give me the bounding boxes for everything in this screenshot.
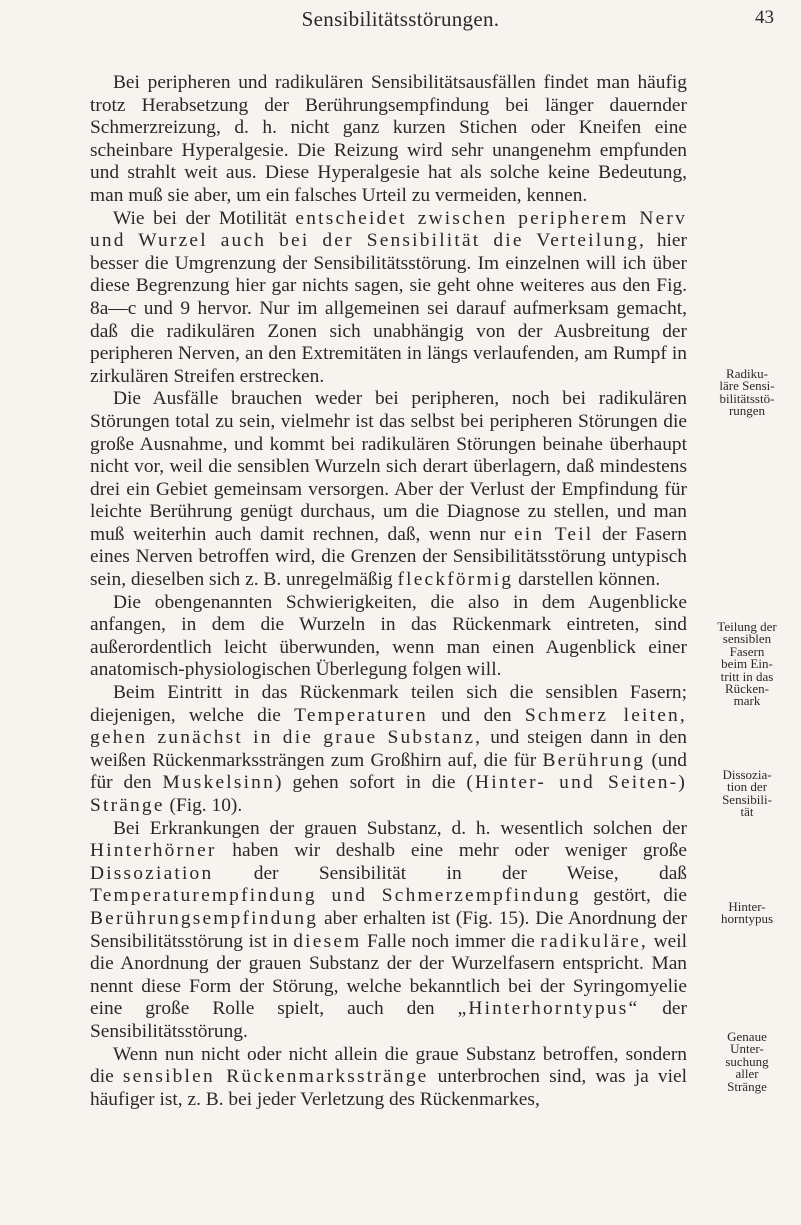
emphasized-text: fleckförmig: [397, 569, 514, 591]
running-head: Sensibilitätsstörungen.: [301, 7, 500, 31]
text-run: der Fasern eines Nerven betroffen wird, die Grenzen der Sensibilitätsstörung untypisch sein, dieselben sich z. B. unregelmäßig: [90, 523, 687, 591]
text-run: Falle noch immer die: [361, 930, 541, 952]
text-run: unterbrochen sind, was ja viel häufiger ist, z. B. bei jeder Verletzung des Rückenmarkes,: [90, 1066, 687, 1110]
text-run: weil die Anordnung der grauen Substanz der der Wurzelfasern entspricht. Man nennt diese Form der Störung, welche bekanntlich bei der Syringomyelie eine große Rolle spielt, auch den: [90, 930, 687, 1020]
text-run: ) gehen sofort in die: [274, 772, 467, 794]
text-run: und den: [427, 704, 525, 726]
text-run: (und für den: [90, 749, 687, 794]
text-run: der Sensibilität in der Weise, daß: [213, 862, 687, 884]
text-run: und steigen dann in den weißen Rückenmarkssträngen zum Großhirn auf, die für: [90, 727, 687, 771]
emphasized-text: entscheidet zwischen peripherem Nerv und Wurzel auch bei der Sensibilität die Verteilung,: [90, 207, 687, 252]
emphasized-text: Muskelsinn: [162, 772, 275, 794]
margin-note: Genaue Unter- suchung aller Stränge: [725, 1029, 769, 1094]
text-run: Die Ausfälle brauchen weder bei peripheren, noch bei radikulären Störungen total zu sein, vielmehr ist das selbst bei peripheren Störungen die große Ausnahme, und kommt bei radikulären Störungen beinahe überhaupt nicht vor, weil die sensiblen Wurzeln sich derart überlagern, daß mindestens drei ein Gebiet gemeinsam versorgen. Aber der Verlust der Empfindung für leichte Berührung genügt durchaus, um die Diagnose zu stellen, und man muß weiterhin auch damit rechnen, daß, wenn nur: [90, 388, 687, 545]
emphasized-text: Berührung: [542, 749, 646, 771]
paragraph: [90, 208, 687, 389]
emphasized-text: Temperaturempfindung und Schmerzempfindung: [90, 885, 581, 907]
text-run: Beim Eintritt in das Rückenmark teilen sich die sensiblen Fasern; diejenigen, welche die: [90, 682, 687, 726]
margin-note: Teilung der sensiblen Fasern beim Ein- tritt in das Rücken- mark: [717, 619, 777, 709]
margin-note: Hinter- horntypus: [721, 899, 773, 927]
emphasized-text: radikuläre,: [540, 930, 648, 952]
body-text: [90, 72, 687, 1111]
text-run: haben wir deshalb eine mehr oder weniger große: [216, 840, 687, 862]
paragraph: [90, 72, 687, 208]
text-run: darstellen können.: [513, 569, 661, 591]
text-run: Wie bei der Motilität: [113, 207, 296, 229]
emphasized-text: Schmerz leiten, gehen zunächst in die graue Substanz,: [90, 704, 687, 749]
paragraph: [90, 1044, 687, 1112]
paragraph: [90, 388, 687, 591]
emphasized-text: Hinterhörner: [90, 840, 217, 862]
text-run: hier besser die Umgrenzung der Sensibilitätsstörung. Im einzelnen will ich über diese Begrenzung hier gar nichts sagen, sie geht ohne weiteres aus den Fig. 8a—c und 9 hervor. Nur im allgemeinen sei darauf aufmerksam gemacht, daß die radikulären Zonen sich unabhängig von der Ausbreitung der peripheren Nerven, an den Extremitäten in längs verlaufenden, am Rumpf in zirkulären Streifen erstrecken.: [90, 230, 687, 387]
text-run: aber erhalten ist (Fig. 15). Die Anordnung der Sensibilitätsstörung ist in: [90, 907, 687, 952]
page-header: [0, 6, 801, 36]
text-run: Die obengenannten Schwierigkeiten, die also in dem Augenblicke anfangen, in dem die Wurzeln in das Rückenmark eintreten, sind außerordentlich leicht überwunden, wenn man einen Augenblick einer anatomisch-physiologischen Überlegung folgen will.: [90, 591, 687, 681]
emphasized-text: (Hinter- und Seiten-) Stränge: [90, 772, 687, 816]
text-run: gestört, die: [580, 885, 687, 907]
emphasized-text: sensiblen Rückenmarksstränge: [122, 1066, 429, 1088]
text-run: Bei Erkrankungen der grauen Substanz, d. h. wesentlich solchen der: [113, 817, 687, 839]
paragraph: [90, 818, 687, 1044]
text-run: der Sensibilitätsstörung.: [90, 998, 687, 1042]
text-run: Wenn nun nicht oder nicht allein die graue Substanz betroffen, sondern die: [90, 1043, 687, 1088]
emphasized-text: „Hinterhorntypus“: [457, 998, 640, 1020]
emphasized-text: Dissoziation: [90, 862, 214, 884]
text-run: Bei peripheren und radikulären Sensibilitätsausfällen findet man häufig trotz Herabsetzung der Berührungsempfindung bei länger dauernder Schmerzreizung, d. h. nicht ganz kurzen Stichen oder Kneifen eine scheinbare Hyperalgesie. Die Reizung wird sehr unangenehm empfunden und strahlt weit aus. Diese Hyperalgesie hat als solche keine Bedeutung, man muß sie aber, um ein falsches Urteil zu vermeiden, kennen.: [90, 72, 687, 206]
margin-note: Dissozia- tion der Sensibili- tät: [722, 767, 772, 820]
emphasized-text: Temperaturen: [294, 704, 428, 726]
emphasized-text: Berührungsempfindung: [90, 907, 319, 929]
page-number: 43: [755, 7, 774, 28]
text-run: (Fig. 10).: [164, 795, 243, 816]
emphasized-text: ein Teil: [513, 523, 594, 545]
paragraph: [90, 592, 687, 682]
emphasized-text: diesem: [293, 930, 362, 952]
paragraph: [90, 682, 687, 818]
margin-note: Radiku- läre Sensi- bilitätsstö- rungen: [719, 366, 775, 419]
